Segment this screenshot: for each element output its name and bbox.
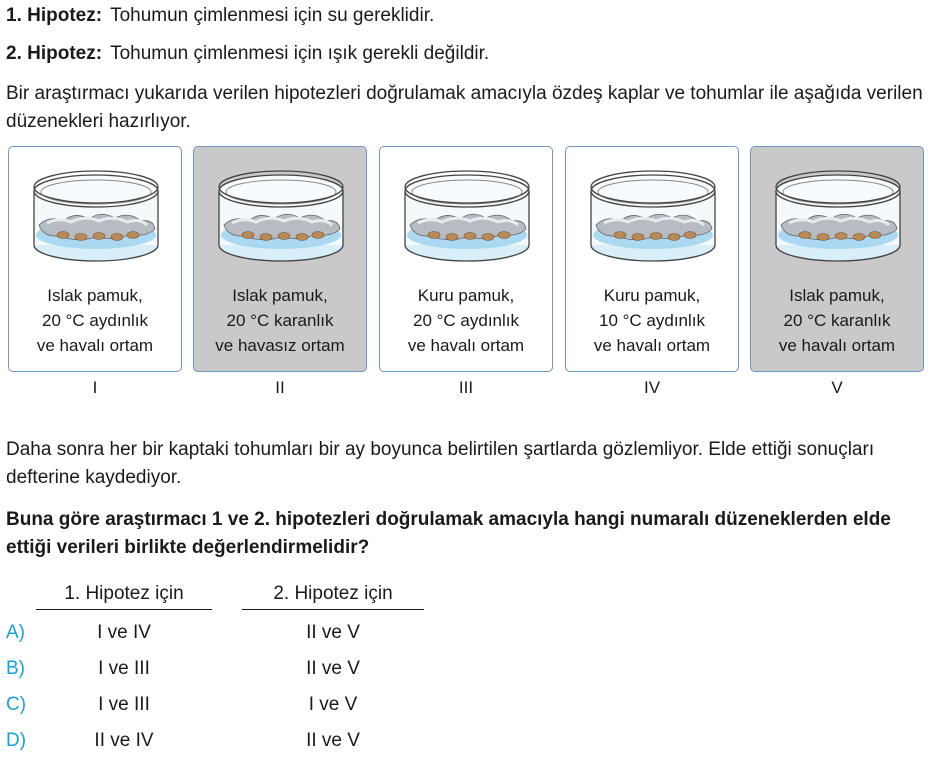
setup-description [566,283,738,358]
hypothesis-2 [6,40,489,68]
setup-description [751,283,923,358]
petri-dish-icon [29,165,163,269]
option-d-letter[interactable]: D) [6,730,27,751]
setup-numeral: I [92,378,98,397]
setup-description-line: 20 °C aydınlık [412,311,520,330]
hypothesis-2-label: 2. Hipotez: [6,43,103,64]
setup-description-line: Kuru pamuk, [417,286,515,305]
setup-description-line: ve havalı ortam [593,336,711,355]
setup-description-line: ve havalı ortam [778,336,896,355]
petri-dish-icon [586,165,720,269]
setup-description-line: Islak pamuk, [47,286,143,305]
observation-paragraph: Daha sonra her bir kaptaki tohumları bir ay boyunca belirtilen şartlarda gözlemliyor. Elde ettiği sonuçları defterine kaydediyor. [6,439,875,488]
column-header-hypothesis-1: 1. Hipotez için [36,583,212,610]
option-b-hypothesis-1: I ve III [98,658,150,679]
setup-panel [193,146,367,372]
option-a-letter[interactable]: A) [6,622,25,643]
option-c-hypothesis-2: I ve V [308,694,358,715]
option-a-hypothesis-2: II ve V [306,622,360,643]
question-text: Buna göre araştırmacı 1 ve 2. hipotezleri doğrulamak amacıyla hangi numaralı düzeneklerden elde ettiği verileri birlikte değerlendirmelidir? [6,509,891,558]
setup-panel [8,146,182,372]
setup-description [380,283,552,358]
setup-description [194,283,366,358]
setup-description [9,283,181,358]
petri-dish-icon [771,165,905,269]
option-b-letter[interactable]: B) [6,658,25,679]
setup-description-line: 10 °C aydınlık [598,311,706,330]
hypothesis-1-text: Tohumun çimlenmesi için su gereklidir. [110,5,435,26]
setup-description-line: Islak pamuk, [232,286,328,305]
hypothesis-1-label: 1. Hipotez: [6,5,103,26]
intro-paragraph: Bir araştırmacı yukarıda verilen hipotezleri doğrulamak amacıyla özdeş kaplar ve tohumlar ile aşağıda verilen düzenekleri hazırlıyor. [6,83,923,132]
setup-panel [565,146,739,372]
setup-description-line: ve havalı ortam [36,336,154,355]
setup-numeral: III [458,378,474,397]
setup-panel [750,146,924,372]
setup-description-line: 20 °C karanlık [783,311,891,330]
setup-description-line: 20 °C aydınlık [41,311,149,330]
option-c-hypothesis-1: I ve III [98,694,150,715]
setup-description-line: 20 °C karanlık [226,311,334,330]
option-c-letter[interactable]: C) [6,694,27,715]
option-a-hypothesis-1: I ve IV [97,622,151,643]
hypothesis-1 [6,2,434,30]
setup-panel [379,146,553,372]
option-b-hypothesis-2: II ve V [306,658,360,679]
setup-numeral: IV [643,378,661,397]
petri-dish-icon [214,165,348,269]
option-d-hypothesis-1: II ve IV [94,730,154,751]
setup-description-line: Kuru pamuk, [603,286,701,305]
option-d-hypothesis-2: II ve V [306,730,360,751]
petri-dish-icon [400,165,534,269]
setup-description-line: Islak pamuk, [789,286,885,305]
setup-numeral: V [831,378,843,397]
column-header-hypothesis-2: 2. Hipotez için [242,583,424,610]
setup-description-line: ve havalı ortam [407,336,525,355]
hypothesis-2-text: Tohumun çimlenmesi için ışık gerekli değildir. [110,43,490,64]
setup-numeral: II [275,378,285,397]
setup-description-line: ve havasız ortam [215,336,345,355]
